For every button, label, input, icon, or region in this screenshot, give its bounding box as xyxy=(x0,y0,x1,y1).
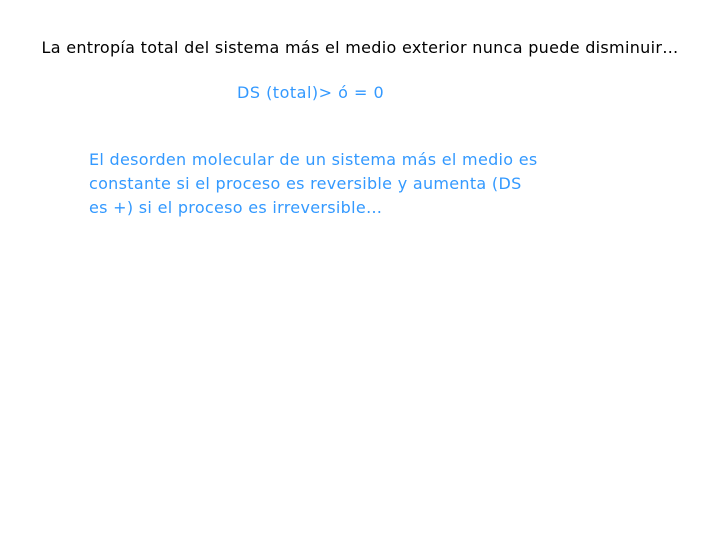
body-line: El desorden molecular de un sistema más el medio es xyxy=(89,150,538,169)
body-line: constante si el proceso es reversible y aumenta (DS xyxy=(89,174,522,193)
slide-heading: La entropía total del sistema más el medio exterior nunca puede disminuir… xyxy=(41,38,679,57)
body-paragraph xyxy=(89,148,559,220)
body-line: es +) si el proceso es irreversible… xyxy=(89,198,383,217)
entropy-formula: DS (total)> ó = 0 xyxy=(237,83,385,102)
